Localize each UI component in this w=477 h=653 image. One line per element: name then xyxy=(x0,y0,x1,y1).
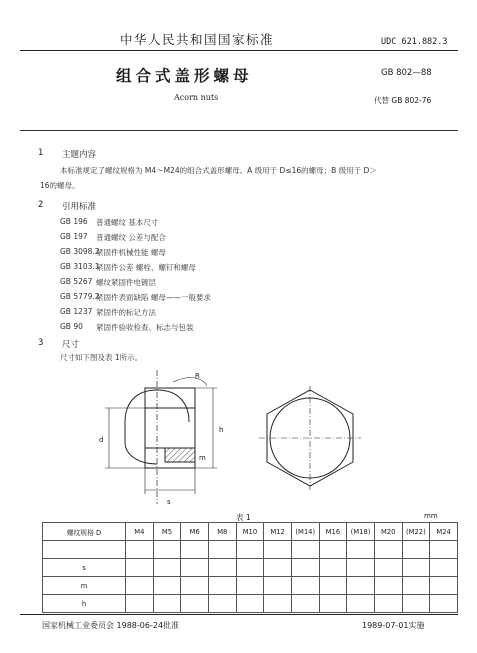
section-2-title: 引用标准 xyxy=(62,202,97,212)
replaces-note: 代替 GB 802-76 xyxy=(374,96,432,105)
table-column-header: (M14) xyxy=(291,523,319,541)
ref-title: 紧固件的标记方法 xyxy=(96,308,156,317)
label-r: R xyxy=(195,372,200,380)
section-2-number: 2 xyxy=(38,200,44,210)
table-cell xyxy=(126,577,154,595)
table-cell xyxy=(374,559,402,577)
table-row xyxy=(43,595,458,613)
label-s: s xyxy=(167,498,171,506)
ref-title: 紧固件验收检查、标志与包装 xyxy=(96,323,194,332)
ref-title: 紧固件表面缺陷 螺母——一般要求 xyxy=(96,293,211,302)
table-cell xyxy=(347,595,375,613)
label-m: m xyxy=(199,454,206,462)
table-row xyxy=(43,541,458,559)
table-cell xyxy=(264,595,292,613)
table-cell xyxy=(181,559,209,577)
table-cell xyxy=(208,577,236,595)
table-column-header: M12 xyxy=(264,523,292,541)
ref-title: 紧固件公差 螺栓、螺钉和螺母 xyxy=(96,263,196,272)
table-cell xyxy=(208,541,236,559)
table-column-header: M20 xyxy=(374,523,402,541)
table-cell xyxy=(319,541,347,559)
table-cell xyxy=(153,595,181,613)
table-cell xyxy=(347,559,375,577)
table-cell xyxy=(374,595,402,613)
section-3-title: 尺寸 xyxy=(62,340,80,350)
title-rule xyxy=(20,130,458,131)
table-column-header: (M22) xyxy=(402,523,430,541)
ref-title: 螺纹紧固件电镀层 xyxy=(96,278,156,287)
table-column-header: (M18) xyxy=(347,523,375,541)
table-row-label-header: 螺纹规格 D xyxy=(43,523,126,541)
standard-title: 组合式盖形螺母 xyxy=(116,67,253,85)
label-h: h xyxy=(219,426,224,434)
table-row-label xyxy=(43,541,126,559)
table-cell xyxy=(126,559,154,577)
table-row-label: s xyxy=(43,559,126,577)
table-cell xyxy=(374,541,402,559)
approval-note: 国家机械工业委员会 1988-06-24批准 xyxy=(42,621,180,630)
table-cell xyxy=(319,559,347,577)
table-cell xyxy=(430,559,458,577)
section-1-title: 主题内容 xyxy=(62,150,97,160)
section-1-number: 1 xyxy=(38,148,44,158)
table-cell xyxy=(430,595,458,613)
table-cell xyxy=(181,541,209,559)
ref-title: 普通螺纹 基本尺寸 xyxy=(96,218,159,227)
section-3-text: 尺寸如下图及表 1所示。 xyxy=(60,353,143,362)
table-cell xyxy=(264,577,292,595)
table-cell xyxy=(402,595,430,613)
standard-number: GB 802—88 xyxy=(381,68,432,78)
ref-code: GB 5779.2 xyxy=(60,292,100,301)
table-cell xyxy=(347,541,375,559)
table-cell xyxy=(402,577,430,595)
table-header-row xyxy=(43,523,458,541)
table-cell xyxy=(208,595,236,613)
ref-title: 普通螺纹 公差与配合 xyxy=(96,233,166,242)
table-cell xyxy=(153,577,181,595)
ref-code: GB 196 xyxy=(60,217,88,226)
table-column-header: M4 xyxy=(126,523,154,541)
table-cell xyxy=(153,559,181,577)
ref-code: GB 197 xyxy=(60,232,88,241)
table-row-label: m xyxy=(43,577,126,595)
header-rule xyxy=(20,50,458,51)
label-d: d xyxy=(99,436,104,444)
dimensions-table xyxy=(42,522,458,613)
table-cell xyxy=(126,541,154,559)
table-caption: 表 1 xyxy=(236,513,251,522)
table-cell xyxy=(347,577,375,595)
table-row xyxy=(43,559,458,577)
table-cell xyxy=(208,559,236,577)
ref-code: GB 3103.1 xyxy=(60,262,100,271)
table-cell xyxy=(291,577,319,595)
table-cell xyxy=(181,577,209,595)
table-column-header: M16 xyxy=(319,523,347,541)
table-cell xyxy=(181,595,209,613)
ref-code: GB 5267 xyxy=(60,277,93,286)
table-cell xyxy=(236,595,264,613)
table-column-header: M5 xyxy=(153,523,181,541)
udc-number: UDC 621.882.3 xyxy=(381,37,448,47)
table-cell xyxy=(236,559,264,577)
effective-date: 1989-07-01实施 xyxy=(362,621,425,630)
table-cell xyxy=(264,541,292,559)
table-row-label: h xyxy=(43,595,126,613)
table-cell xyxy=(291,541,319,559)
table-cell xyxy=(291,559,319,577)
table-cell xyxy=(402,541,430,559)
section-1-text-line-1: 本标准规定了螺纹规格为 M4～M24的组合式盖形螺母。A 级用于 D≤16的螺母；B 级用于 D＞ xyxy=(60,166,377,175)
footer-rule xyxy=(20,614,458,615)
table-column-header: M24 xyxy=(430,523,458,541)
table-unit: mm xyxy=(424,512,438,520)
section-3-number: 3 xyxy=(38,338,44,348)
ref-title: 紧固件机械性能 螺母 xyxy=(96,248,166,257)
table-column-header: M8 xyxy=(208,523,236,541)
ref-code: GB 90 xyxy=(60,322,83,331)
table-cell xyxy=(402,559,430,577)
table-column-header: M10 xyxy=(236,523,264,541)
section-1-text-line-2: 16的螺母。 xyxy=(40,181,80,190)
table-row xyxy=(43,577,458,595)
acorn-nut-top-view xyxy=(255,386,365,490)
table-cell xyxy=(430,541,458,559)
table-cell xyxy=(264,559,292,577)
table-cell xyxy=(236,577,264,595)
table-cell xyxy=(153,541,181,559)
issuer-title: 中华人民共和国国家标准 xyxy=(120,32,275,47)
table-cell xyxy=(319,595,347,613)
ref-code: GB 3098.2 xyxy=(60,247,100,256)
acorn-nut-side-view xyxy=(95,364,235,514)
table-cell xyxy=(374,577,402,595)
standard-title-en: Acorn nuts xyxy=(174,93,219,102)
table-cell xyxy=(291,595,319,613)
table-cell xyxy=(430,577,458,595)
table-cell xyxy=(319,577,347,595)
table-cell xyxy=(126,595,154,613)
ref-code: GB 1237 xyxy=(60,307,93,316)
table-cell xyxy=(236,541,264,559)
table-column-header: M6 xyxy=(181,523,209,541)
